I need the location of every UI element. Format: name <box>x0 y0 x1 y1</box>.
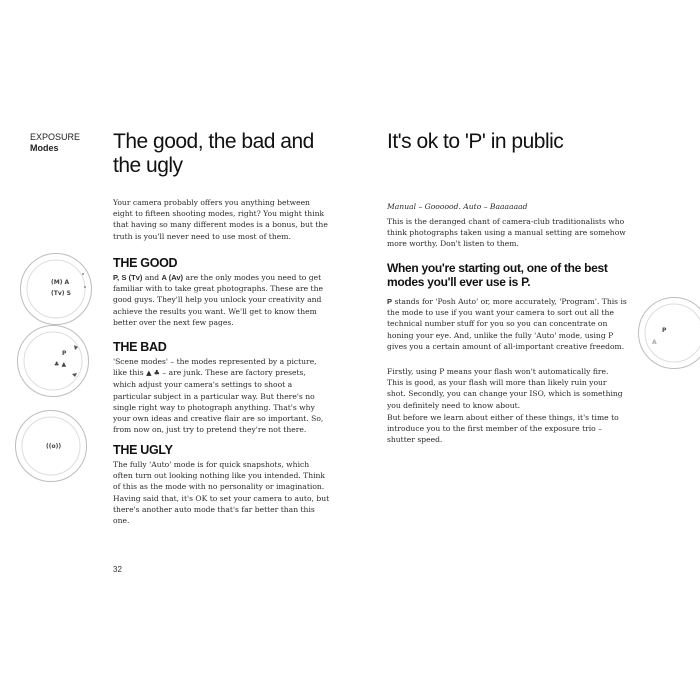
right-subhead: When you're starting out, one of the best modes you'll ever use is P. <box>387 261 608 289</box>
mode-key-a: A (Av) <box>161 273 184 282</box>
dial-label-top: (M) A <box>51 279 70 286</box>
mode-key-s: S (Tv) <box>121 273 143 282</box>
section-label <box>30 132 80 154</box>
bad-section <box>113 340 331 435</box>
good-paragraph <box>113 272 331 328</box>
good-text: are the only modes you need to get familiar with to take great photographs. These are the good guys. They'll help you unlock your creativity and achieve the results you want. We'll get to know them better over the next few pages. <box>113 273 323 327</box>
mode-key-p: P, <box>113 273 120 282</box>
program-text: stands for 'Posh Auto' or, more accurately, 'Program'. This is the mode to use if you want your camera to sort out all the technical number stuff for you so you can concentrate on honing your eye. And, unlike the fully 'Auto' mode, using P gives you a certain amount of all-important creative freedom. <box>387 297 627 351</box>
ugly-section <box>113 443 331 526</box>
auto-dial-icon <box>15 410 87 482</box>
program-dial-icon <box>638 297 700 369</box>
good-heading: THE GOOD <box>113 256 178 270</box>
program-paragraph <box>387 296 627 352</box>
dial-ticks-icon <box>21 254 91 324</box>
dial-label-bottom: A <box>652 339 657 346</box>
bad-heading: THE BAD <box>113 340 167 354</box>
ugly-paragraph: The fully 'Auto' mode is for quick snapshots, which often turn out looking nothing like you intended. Think of this as the mode with no personality or imagination. Having said that, it's OK to set your camera to auto, but there's another auto mode that's far better than this one. <box>113 460 330 526</box>
page-title: The good, the bad and the ugly <box>113 130 314 177</box>
dial-label-top: ((o)) <box>46 443 62 450</box>
ugly-heading: THE UGLY <box>113 443 173 457</box>
scene-mode-icon: ▲ ♣ <box>146 369 160 378</box>
bad-paragraph <box>113 356 331 435</box>
dial-label-bottom: ♣ ▲ <box>54 361 67 368</box>
mode-key-p: P <box>387 297 393 306</box>
mode-dial-icon <box>20 253 92 325</box>
intro-paragraph: This is the deranged chant of camera-club traditionalists who think photographs taken using a manual setting are somehow more worthy. Don't listen to them. <box>387 217 626 249</box>
page-number: 32 <box>113 565 122 574</box>
dial-label-bottom: (Tv) S <box>51 290 71 297</box>
scene-dial-ticks-icon <box>18 326 88 396</box>
intro-paragraph: Your camera probably offers you anything between eight to fifteen shooting modes, right? You might think that having so many different modes is a bonus, but the truth is you'll never need to use most of them. <box>113 198 328 241</box>
good-section <box>113 256 331 328</box>
program-dial-ticks-icon <box>639 298 700 368</box>
bad-text-start: 'Scene modes' – the modes represented by a picture, like this <box>113 357 317 378</box>
right-page-title: It's ok to 'P' in public <box>387 130 564 153</box>
scene-dial-icon <box>17 325 89 397</box>
chant-line: Manual – Goooood. Auto – Baaaaaad <box>387 202 528 211</box>
dial-label-top: P <box>62 350 67 357</box>
section-name: EXPOSURE <box>30 132 81 142</box>
subsection-name: Modes <box>30 143 59 153</box>
dial-label-top: P <box>662 327 667 334</box>
closing-paragraph: But before we learn about either of these things, it's time to introduce you to the first member of the exposure trio – shutter speed. <box>387 413 619 445</box>
right-page <box>350 0 700 700</box>
flash-paragraph: Firstly, using P means your flash won't automatically fire. This is good, as your flash will more than likely ruin your shot. Secondly, you can change your ISO, which is something you definitely need to know about. <box>387 367 623 410</box>
good-and: and <box>144 273 160 282</box>
bad-text-end: – are junk. These are factory presets, which adjust your camera's settings to shoot a particular subject in a particular way. But there's no single right way to photograph anything. That's why your own ideas and creative flair are so important. So, from now on, just try to pretend they're not there. <box>113 368 324 435</box>
